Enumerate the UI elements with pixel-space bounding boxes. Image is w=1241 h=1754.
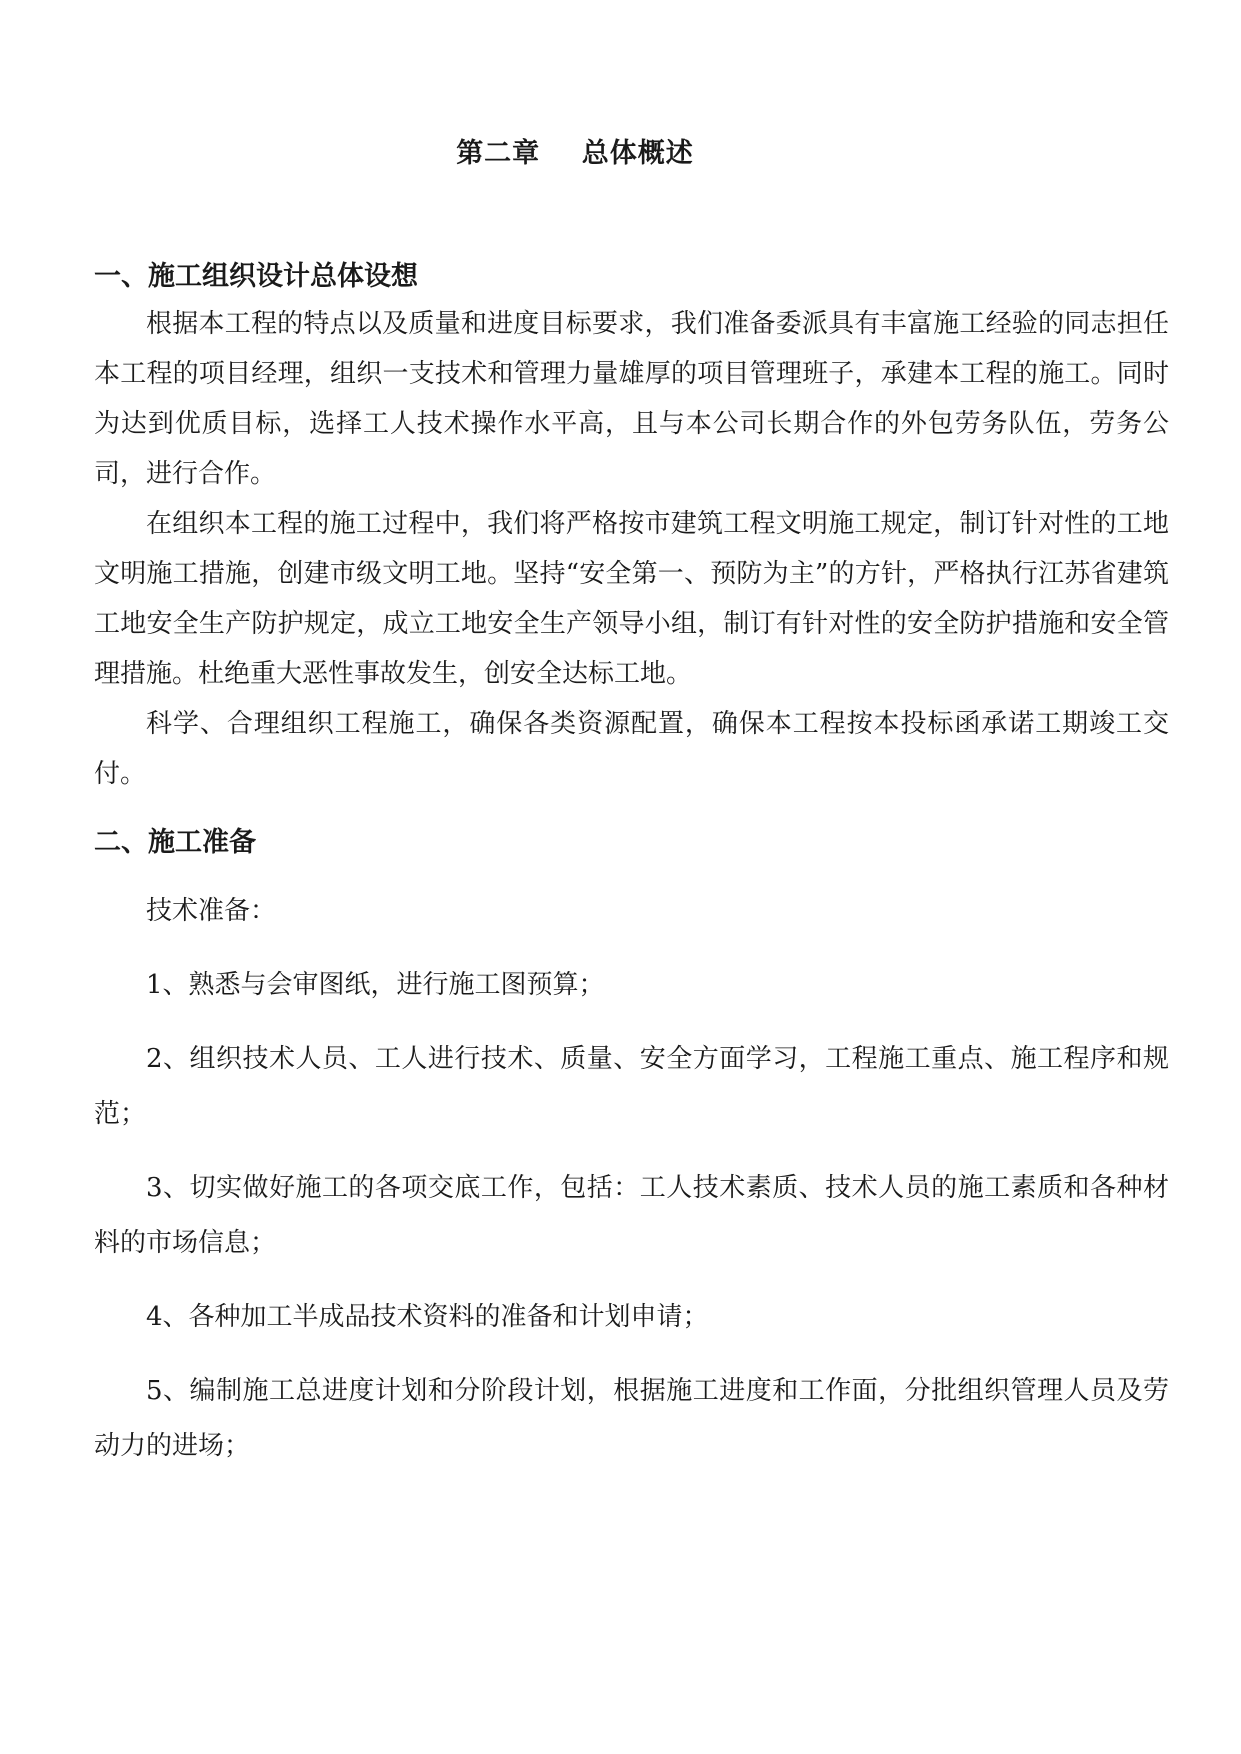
paragraph: 科学、合理组织工程施工，确保各类资源配置，确保本工程按本投标函承诺工期竣工交付。 (94, 709, 1169, 789)
section-heading-overall-concept: 一、施工组织设计总体设想 (94, 261, 418, 292)
list-item: 1、熟悉与会审图纸，进行施工图预算； (146, 970, 605, 1000)
list-item: 2、组织技术人员、工人进行技术、质量、安全方面学习，工程施工重点、施工程序和规范； (94, 1044, 1169, 1129)
list-item: 4、各种加工半成品技术资料的准备和计划申请； (146, 1302, 709, 1332)
section-overall-concept-body (94, 299, 1169, 799)
section-heading-construction-preparation: 二、施工准备 (94, 827, 256, 858)
section-construction-preparation-body (94, 884, 1169, 1474)
chapter-title: 第二章 总体概述 (456, 138, 694, 169)
document-body (94, 257, 1169, 1474)
technical-preparation-label: 技术准备： (146, 896, 277, 926)
list-item: 5、编制施工总进度计划和分阶段计划，根据施工进度和工作面，分批组织管理人员及劳动力的进场； (94, 1376, 1169, 1461)
paragraph: 根据本工程的特点以及质量和进度目标要求，我们准备委派具有丰富施工经验的同志担任本工程的项目经理，组织一支技术和管理力量雄厚的项目管理班子，承建本工程的施工。同时为达到优质目标，选择工人技术操作水平高，且与本公司长期合作的外包劳务队伍，劳务公司，进行合作。 (94, 309, 1169, 489)
paragraph: 在组织本工程的施工过程中，我们将严格按市建筑工程文明施工规定，制订针对性的工地文明施工措施，创建市级文明工地。坚持“安全第一、预防为主”的方针，严格执行江苏省建筑工地安全生产防护规定，成立工地安全生产领导小组，制订有针对性的安全防护措施和安全管理措施。杜绝重大恶性事故发生，创安全达标工地。 (94, 509, 1169, 689)
list-item: 3、切实做好施工的各项交底工作，包括：工人技术素质、技术人员的施工素质和各种材料的市场信息； (94, 1173, 1169, 1258)
